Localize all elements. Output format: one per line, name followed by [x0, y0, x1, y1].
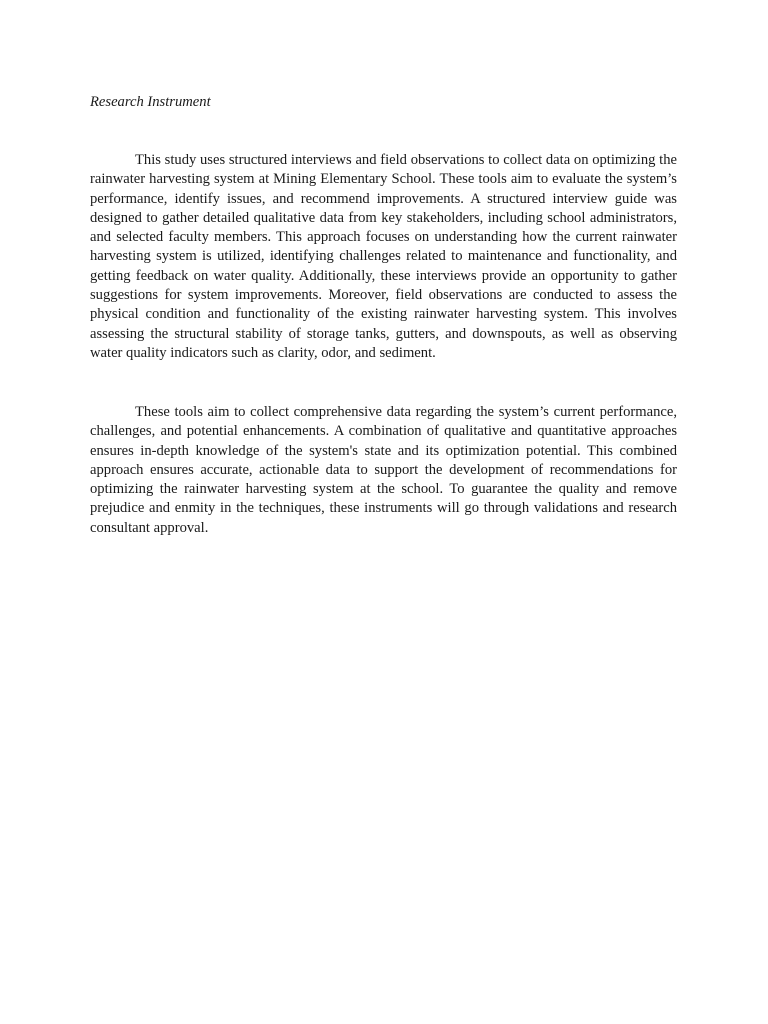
body-paragraph-1: This study uses structured interviews and field observations to collect data on optimizing the rainwater harvesting system at Mining Elementary School. These tools aim to evaluate the system’s performance, identify issues, and recommend improvements. A structured interview guide was designed to gather detailed qualitative data from key stakeholders, including school administrators, and selected faculty members. This approach focuses on understanding how the current rainwater harvesting system is utilized, identifying challenges related to maintenance and functionality, and getting feedback on water quality. Additionally, these interviews provide an opportunity to gather suggestions for system improvements. Moreover, field observations are conducted to assess the physical condition and functionality of the existing rainwater harvesting system. This involves assessing the structural stability of storage tanks, gutters, and downspouts, as well as observing water quality indicators such as clarity, odor, and sediment. [90, 152, 677, 361]
body-paragraph-2: These tools aim to collect comprehensive data regarding the system’s current performance, challenges, and potential enhancements. A combination of qualitative and quantitative approaches ensures in-depth knowledge of the system's state and its optimization potential. This combined approach ensures accurate, actionable data to support the development of recommendations for optimizing the rainwater harvesting system at the school. To guarantee the quality and remove prejudice and enmity in the techniques, these instruments will go through validations and research consultant approval. [90, 404, 677, 536]
section-heading: Research Instrument [90, 94, 211, 110]
